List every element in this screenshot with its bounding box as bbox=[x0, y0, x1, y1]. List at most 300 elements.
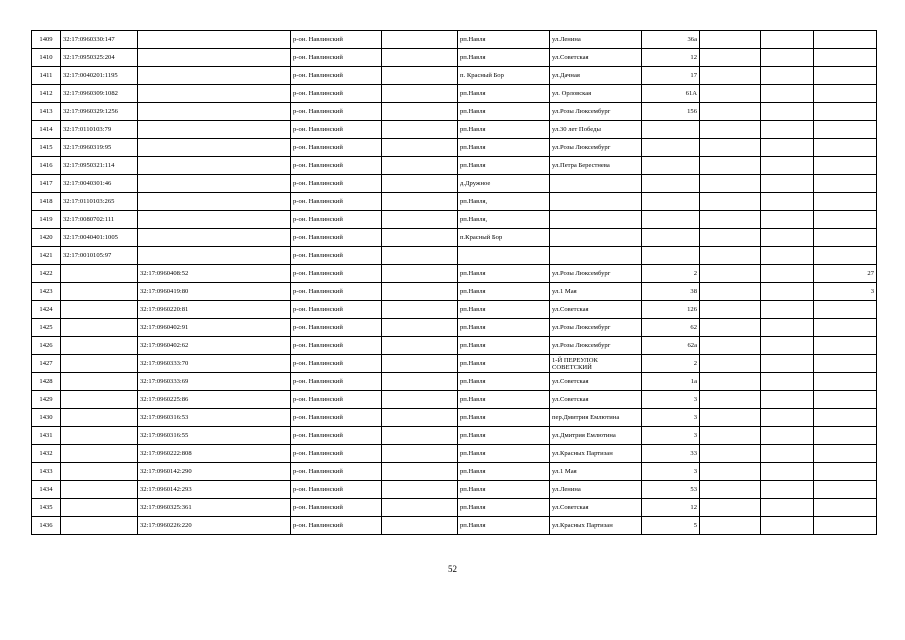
cell-street: 1-Й ПЕРЕУЛОК СОВЕТСКИЙ bbox=[550, 355, 642, 373]
cell-street: ул.1 Мая bbox=[550, 283, 642, 301]
cell-row-number: 1429 bbox=[32, 391, 61, 409]
cell-row-number: 1428 bbox=[32, 373, 61, 391]
table-row bbox=[32, 157, 877, 175]
cell-settlement: рп.Навля bbox=[458, 409, 550, 427]
table-row bbox=[32, 247, 877, 265]
table-row bbox=[32, 49, 877, 67]
cell-street bbox=[550, 211, 642, 229]
cell-row-number: 1426 bbox=[32, 337, 61, 355]
cell-extra-col-2 bbox=[761, 427, 814, 445]
cell-extra-col-1 bbox=[700, 229, 761, 247]
cell-extra-col-1 bbox=[700, 337, 761, 355]
cell-cadastral-number-building bbox=[138, 247, 291, 265]
cell-street: пер.Дмитрия Емлютина bbox=[550, 409, 642, 427]
cell-house-number bbox=[642, 229, 700, 247]
cell-extra-col-2 bbox=[761, 517, 814, 535]
cell-row-number: 1432 bbox=[32, 445, 61, 463]
cell-district: р-он. Навлинский bbox=[291, 391, 382, 409]
cell-row-number: 1423 bbox=[32, 283, 61, 301]
cell-district: р-он. Навлинский bbox=[291, 319, 382, 337]
cell-cadastral-number-land bbox=[61, 463, 138, 481]
cell-cadastral-number-land: 32:17:0960329:1256 bbox=[61, 103, 138, 121]
cell-cadastral-number-land bbox=[61, 427, 138, 445]
cell-cadastral-number-building: 32:17:0960316:55 bbox=[138, 427, 291, 445]
cell-apartment-number bbox=[814, 139, 877, 157]
cell-street: ул.Советская bbox=[550, 391, 642, 409]
cell-cadastral-number-land bbox=[61, 301, 138, 319]
cell-empty-col bbox=[382, 427, 458, 445]
cell-extra-col-1 bbox=[700, 193, 761, 211]
cell-district: р-он. Навлинский bbox=[291, 139, 382, 157]
cell-extra-col-1 bbox=[700, 427, 761, 445]
table-row bbox=[32, 193, 877, 211]
cell-district: р-он. Навлинский bbox=[291, 175, 382, 193]
table-row bbox=[32, 391, 877, 409]
cell-house-number: 126 bbox=[642, 301, 700, 319]
cell-row-number: 1413 bbox=[32, 103, 61, 121]
cell-house-number: 62 bbox=[642, 319, 700, 337]
cell-extra-col-1 bbox=[700, 517, 761, 535]
cell-extra-col-1 bbox=[700, 175, 761, 193]
cell-apartment-number bbox=[814, 121, 877, 139]
cell-empty-col bbox=[382, 49, 458, 67]
table-row bbox=[32, 121, 877, 139]
cell-street bbox=[550, 247, 642, 265]
cell-extra-col-1 bbox=[700, 121, 761, 139]
table-row bbox=[32, 517, 877, 535]
cell-cadastral-number-land: 32:17:0010105:97 bbox=[61, 247, 138, 265]
cell-cadastral-number-building: 32:17:0960220:81 bbox=[138, 301, 291, 319]
cell-settlement: рп.Навля bbox=[458, 31, 550, 49]
cell-extra-col-1 bbox=[700, 31, 761, 49]
cell-street: ул. Орловская bbox=[550, 85, 642, 103]
cell-cadastral-number-building bbox=[138, 103, 291, 121]
cell-cadastral-number-land: 32:17:0040401:1005 bbox=[61, 229, 138, 247]
cell-extra-col-2 bbox=[761, 67, 814, 85]
cell-empty-col bbox=[382, 463, 458, 481]
cell-row-number: 1425 bbox=[32, 319, 61, 337]
cell-settlement: рп.Навля bbox=[458, 157, 550, 175]
cell-cadastral-number-land bbox=[61, 481, 138, 499]
cell-apartment-number bbox=[814, 517, 877, 535]
cell-settlement: рп.Навля bbox=[458, 373, 550, 391]
cell-extra-col-1 bbox=[700, 247, 761, 265]
cell-district: р-он. Навлинский bbox=[291, 481, 382, 499]
cell-settlement: рп.Навля bbox=[458, 481, 550, 499]
cell-cadastral-number-land: 32:17:0040201:1195 bbox=[61, 67, 138, 85]
cell-house-number: 36а bbox=[642, 31, 700, 49]
cell-cadastral-number-building: 32:17:0960333:70 bbox=[138, 355, 291, 373]
cell-row-number: 1427 bbox=[32, 355, 61, 373]
cell-apartment-number bbox=[814, 67, 877, 85]
cell-cadastral-number-land bbox=[61, 355, 138, 373]
cell-extra-col-2 bbox=[761, 463, 814, 481]
cell-district: р-он. Навлинский bbox=[291, 499, 382, 517]
cell-empty-col bbox=[382, 355, 458, 373]
cell-house-number bbox=[642, 157, 700, 175]
cell-row-number: 1434 bbox=[32, 481, 61, 499]
cell-cadastral-number-land: 32:17:0080702:111 bbox=[61, 211, 138, 229]
cell-settlement: рп.Навля bbox=[458, 85, 550, 103]
cell-cadastral-number-building: 32:17:0960226:220 bbox=[138, 517, 291, 535]
cell-cadastral-number-building: 32:17:0960316:53 bbox=[138, 409, 291, 427]
cell-row-number: 1419 bbox=[32, 211, 61, 229]
cell-extra-col-2 bbox=[761, 391, 814, 409]
cell-cadastral-number-land bbox=[61, 517, 138, 535]
table-row bbox=[32, 463, 877, 481]
cell-street: ул.Красных Партизан bbox=[550, 517, 642, 535]
cell-cadastral-number-building: 32:17:0960419:80 bbox=[138, 283, 291, 301]
cell-street: ул.Советская bbox=[550, 373, 642, 391]
cell-apartment-number bbox=[814, 175, 877, 193]
cell-extra-col-1 bbox=[700, 409, 761, 427]
cell-settlement: рп.Навля bbox=[458, 103, 550, 121]
table-row bbox=[32, 427, 877, 445]
cell-cadastral-number-land bbox=[61, 373, 138, 391]
cell-cadastral-number-building: 32:17:0960325:361 bbox=[138, 499, 291, 517]
cell-row-number: 1418 bbox=[32, 193, 61, 211]
cell-apartment-number bbox=[814, 355, 877, 373]
cell-empty-col bbox=[382, 517, 458, 535]
cell-settlement: п.Красный Бор bbox=[458, 229, 550, 247]
cell-row-number: 1415 bbox=[32, 139, 61, 157]
page-number: 52 bbox=[448, 564, 457, 574]
cell-empty-col bbox=[382, 121, 458, 139]
cell-row-number: 1422 bbox=[32, 265, 61, 283]
cell-empty-col bbox=[382, 409, 458, 427]
cell-cadastral-number-land: 32:17:0110103:265 bbox=[61, 193, 138, 211]
cell-extra-col-2 bbox=[761, 265, 814, 283]
cell-empty-col bbox=[382, 103, 458, 121]
cell-district: р-он. Навлинский bbox=[291, 265, 382, 283]
cell-street: ул.30 лет Победы bbox=[550, 121, 642, 139]
cell-district: р-он. Навлинский bbox=[291, 31, 382, 49]
cell-house-number: 62а bbox=[642, 337, 700, 355]
cell-cadastral-number-building bbox=[138, 175, 291, 193]
cell-row-number: 1424 bbox=[32, 301, 61, 319]
cell-cadastral-number-building bbox=[138, 49, 291, 67]
cell-cadastral-number-land: 32:17:0960330:147 bbox=[61, 31, 138, 49]
cell-extra-col-2 bbox=[761, 409, 814, 427]
cell-cadastral-number-building: 32:17:0960402:62 bbox=[138, 337, 291, 355]
cell-empty-col bbox=[382, 211, 458, 229]
cell-row-number: 1433 bbox=[32, 463, 61, 481]
cell-extra-col-1 bbox=[700, 49, 761, 67]
cell-apartment-number bbox=[814, 499, 877, 517]
cell-district: р-он. Навлинский bbox=[291, 409, 382, 427]
cell-extra-col-2 bbox=[761, 175, 814, 193]
cell-row-number: 1435 bbox=[32, 499, 61, 517]
cell-extra-col-2 bbox=[761, 49, 814, 67]
cell-cadastral-number-land bbox=[61, 319, 138, 337]
cell-row-number: 1417 bbox=[32, 175, 61, 193]
table-row bbox=[32, 103, 877, 121]
cell-extra-col-2 bbox=[761, 139, 814, 157]
cell-house-number bbox=[642, 121, 700, 139]
cell-district: р-он. Навлинский bbox=[291, 445, 382, 463]
cell-cadastral-number-building: 32:17:0960142:290 bbox=[138, 463, 291, 481]
table-body bbox=[32, 31, 877, 535]
cell-row-number: 1416 bbox=[32, 157, 61, 175]
cell-empty-col bbox=[382, 481, 458, 499]
cell-row-number: 1411 bbox=[32, 67, 61, 85]
cell-house-number: 61А bbox=[642, 85, 700, 103]
cell-cadastral-number-land bbox=[61, 409, 138, 427]
cell-cadastral-number-building bbox=[138, 211, 291, 229]
cell-settlement: рп.Навля bbox=[458, 499, 550, 517]
cell-empty-col bbox=[382, 85, 458, 103]
cell-settlement: рп.Навля bbox=[458, 283, 550, 301]
cell-district: р-он. Навлинский bbox=[291, 85, 382, 103]
cell-cadastral-number-land bbox=[61, 337, 138, 355]
cell-row-number: 1412 bbox=[32, 85, 61, 103]
cell-house-number bbox=[642, 193, 700, 211]
cell-empty-col bbox=[382, 499, 458, 517]
cell-empty-col bbox=[382, 139, 458, 157]
cell-extra-col-1 bbox=[700, 211, 761, 229]
table-row bbox=[32, 499, 877, 517]
cell-cadastral-number-land: 32:17:0950325:204 bbox=[61, 49, 138, 67]
cell-settlement: рп.Навля, bbox=[458, 193, 550, 211]
cell-street: ул.1 Мая bbox=[550, 463, 642, 481]
cell-extra-col-1 bbox=[700, 85, 761, 103]
cell-extra-col-2 bbox=[761, 121, 814, 139]
cell-row-number: 1431 bbox=[32, 427, 61, 445]
cell-cadastral-number-land bbox=[61, 445, 138, 463]
cell-row-number: 1420 bbox=[32, 229, 61, 247]
table-row bbox=[32, 319, 877, 337]
cell-cadastral-number-land: 32:17:0110103:79 bbox=[61, 121, 138, 139]
cell-cadastral-number-land: 32:17:0950321:114 bbox=[61, 157, 138, 175]
cell-cadastral-number-building: 32:17:0960333:69 bbox=[138, 373, 291, 391]
table-row bbox=[32, 283, 877, 301]
cell-empty-col bbox=[382, 445, 458, 463]
cell-extra-col-2 bbox=[761, 301, 814, 319]
cell-house-number: 3 bbox=[642, 409, 700, 427]
cell-cadastral-number-building bbox=[138, 139, 291, 157]
cell-extra-col-2 bbox=[761, 31, 814, 49]
cell-extra-col-1 bbox=[700, 355, 761, 373]
cell-extra-col-2 bbox=[761, 85, 814, 103]
cell-settlement: рп.Навля bbox=[458, 391, 550, 409]
table-row bbox=[32, 229, 877, 247]
cell-apartment-number bbox=[814, 31, 877, 49]
cell-extra-col-2 bbox=[761, 481, 814, 499]
cell-settlement bbox=[458, 247, 550, 265]
cell-settlement: п. Красный Бор bbox=[458, 67, 550, 85]
cell-cadastral-number-land bbox=[61, 265, 138, 283]
cell-extra-col-2 bbox=[761, 373, 814, 391]
cell-extra-col-1 bbox=[700, 265, 761, 283]
cell-apartment-number bbox=[814, 373, 877, 391]
cell-extra-col-2 bbox=[761, 193, 814, 211]
cell-settlement: рп.Навля bbox=[458, 301, 550, 319]
cell-street bbox=[550, 229, 642, 247]
cell-apartment-number bbox=[814, 481, 877, 499]
cell-district: р-он. Навлинский bbox=[291, 49, 382, 67]
cell-apartment-number bbox=[814, 49, 877, 67]
cell-house-number: 156 bbox=[642, 103, 700, 121]
cell-extra-col-1 bbox=[700, 67, 761, 85]
cell-empty-col bbox=[382, 247, 458, 265]
cell-cadastral-number-building bbox=[138, 229, 291, 247]
cell-extra-col-1 bbox=[700, 481, 761, 499]
cell-street: ул.Розы Люксембург bbox=[550, 265, 642, 283]
cell-apartment-number: 3 bbox=[814, 283, 877, 301]
table-row bbox=[32, 139, 877, 157]
cell-row-number: 1409 bbox=[32, 31, 61, 49]
cell-empty-col bbox=[382, 391, 458, 409]
cell-street: ул.Ленина bbox=[550, 481, 642, 499]
cell-cadastral-number-land: 32:17:0040301:46 bbox=[61, 175, 138, 193]
cell-extra-col-1 bbox=[700, 283, 761, 301]
cell-cadastral-number-land bbox=[61, 499, 138, 517]
cell-settlement: рп.Навля bbox=[458, 463, 550, 481]
cell-street: ул.Дачная bbox=[550, 67, 642, 85]
cell-district: р-он. Навлинский bbox=[291, 337, 382, 355]
cell-empty-col bbox=[382, 31, 458, 49]
cell-street: ул.Розы Люксембург bbox=[550, 337, 642, 355]
cell-street bbox=[550, 193, 642, 211]
cell-settlement: рп.Навля bbox=[458, 517, 550, 535]
cell-empty-col bbox=[382, 175, 458, 193]
cell-house-number: 1а bbox=[642, 373, 700, 391]
cell-house-number: 38 bbox=[642, 283, 700, 301]
cell-street: ул.Советская bbox=[550, 301, 642, 319]
cell-extra-col-1 bbox=[700, 301, 761, 319]
cell-settlement: рп.Навля bbox=[458, 337, 550, 355]
cell-district: р-он. Навлинский bbox=[291, 427, 382, 445]
cell-extra-col-1 bbox=[700, 319, 761, 337]
cell-cadastral-number-land bbox=[61, 283, 138, 301]
cell-district: р-он. Навлинский bbox=[291, 463, 382, 481]
table-row bbox=[32, 409, 877, 427]
cell-extra-col-1 bbox=[700, 391, 761, 409]
cell-district: р-он. Навлинский bbox=[291, 103, 382, 121]
cell-empty-col bbox=[382, 67, 458, 85]
cell-district: р-он. Навлинский bbox=[291, 247, 382, 265]
cell-apartment-number: 27 bbox=[814, 265, 877, 283]
cell-cadastral-number-land: 32:17:0960309:1082 bbox=[61, 85, 138, 103]
cell-street: ул.Красных Партизан bbox=[550, 445, 642, 463]
cell-district: р-он. Навлинский bbox=[291, 301, 382, 319]
cell-house-number bbox=[642, 139, 700, 157]
cell-extra-col-2 bbox=[761, 499, 814, 517]
cell-street: ул.Петра Берестнева bbox=[550, 157, 642, 175]
cell-cadastral-number-building bbox=[138, 121, 291, 139]
cell-house-number bbox=[642, 175, 700, 193]
cell-empty-col bbox=[382, 301, 458, 319]
registry-table bbox=[31, 30, 877, 535]
cell-street: ул.Советская bbox=[550, 499, 642, 517]
cell-house-number bbox=[642, 247, 700, 265]
cell-street: ул.Ленина bbox=[550, 31, 642, 49]
cell-district: р-он. Навлинский bbox=[291, 355, 382, 373]
cell-district: р-он. Навлинский bbox=[291, 157, 382, 175]
cell-cadastral-number-building: 32:17:0960222:808 bbox=[138, 445, 291, 463]
cell-house-number: 2 bbox=[642, 355, 700, 373]
cell-extra-col-1 bbox=[700, 499, 761, 517]
cell-apartment-number bbox=[814, 85, 877, 103]
cell-extra-col-2 bbox=[761, 211, 814, 229]
table-row bbox=[32, 481, 877, 499]
cell-house-number: 3 bbox=[642, 427, 700, 445]
cell-settlement: рп.Навля bbox=[458, 49, 550, 67]
table-row bbox=[32, 445, 877, 463]
cell-extra-col-2 bbox=[761, 247, 814, 265]
cell-row-number: 1414 bbox=[32, 121, 61, 139]
cell-apartment-number bbox=[814, 445, 877, 463]
cell-apartment-number bbox=[814, 103, 877, 121]
cell-settlement: рп.Навля bbox=[458, 319, 550, 337]
cell-extra-col-2 bbox=[761, 157, 814, 175]
cell-apartment-number bbox=[814, 337, 877, 355]
cell-extra-col-1 bbox=[700, 373, 761, 391]
cell-apartment-number bbox=[814, 157, 877, 175]
cell-cadastral-number-building bbox=[138, 157, 291, 175]
cell-row-number: 1436 bbox=[32, 517, 61, 535]
cell-district: р-он. Навлинский bbox=[291, 283, 382, 301]
cell-apartment-number bbox=[814, 247, 877, 265]
cell-district: р-он. Навлинский bbox=[291, 67, 382, 85]
table-row bbox=[32, 301, 877, 319]
cell-house-number bbox=[642, 211, 700, 229]
cell-district: р-он. Навлинский bbox=[291, 121, 382, 139]
cell-house-number: 12 bbox=[642, 49, 700, 67]
cell-apartment-number bbox=[814, 319, 877, 337]
cell-district: р-он. Навлинский bbox=[291, 373, 382, 391]
table-row bbox=[32, 67, 877, 85]
table-row bbox=[32, 373, 877, 391]
cell-cadastral-number-building bbox=[138, 85, 291, 103]
cell-settlement: рп.Навля bbox=[458, 445, 550, 463]
cell-extra-col-1 bbox=[700, 445, 761, 463]
cell-apartment-number bbox=[814, 391, 877, 409]
cell-cadastral-number-building: 32:17:0960142:293 bbox=[138, 481, 291, 499]
cell-cadastral-number-building: 32:17:0960408:52 bbox=[138, 265, 291, 283]
cell-row-number: 1421 bbox=[32, 247, 61, 265]
cell-cadastral-number-building bbox=[138, 31, 291, 49]
cell-extra-col-2 bbox=[761, 319, 814, 337]
cell-street: ул.Советская bbox=[550, 49, 642, 67]
cell-district: р-он. Навлинский bbox=[291, 517, 382, 535]
cell-settlement: рп.Навля bbox=[458, 121, 550, 139]
cell-extra-col-1 bbox=[700, 157, 761, 175]
cell-settlement: рп.Навля bbox=[458, 139, 550, 157]
cell-empty-col bbox=[382, 265, 458, 283]
cell-empty-col bbox=[382, 229, 458, 247]
cell-apartment-number bbox=[814, 409, 877, 427]
cell-apartment-number bbox=[814, 427, 877, 445]
cell-house-number: 12 bbox=[642, 499, 700, 517]
cell-cadastral-number-building: 32:17:0960225:86 bbox=[138, 391, 291, 409]
table-row bbox=[32, 265, 877, 283]
cell-house-number: 2 bbox=[642, 265, 700, 283]
cell-extra-col-1 bbox=[700, 139, 761, 157]
cell-extra-col-2 bbox=[761, 445, 814, 463]
cell-district: р-он. Навлинский bbox=[291, 193, 382, 211]
cell-cadastral-number-land: 32:17:0960319:95 bbox=[61, 139, 138, 157]
cell-empty-col bbox=[382, 193, 458, 211]
cell-apartment-number bbox=[814, 463, 877, 481]
table-row bbox=[32, 85, 877, 103]
cell-cadastral-number-building bbox=[138, 67, 291, 85]
table-row bbox=[32, 175, 877, 193]
cell-house-number: 17 bbox=[642, 67, 700, 85]
table-row bbox=[32, 337, 877, 355]
cell-house-number: 3 bbox=[642, 391, 700, 409]
cell-district: р-он. Навлинский bbox=[291, 229, 382, 247]
